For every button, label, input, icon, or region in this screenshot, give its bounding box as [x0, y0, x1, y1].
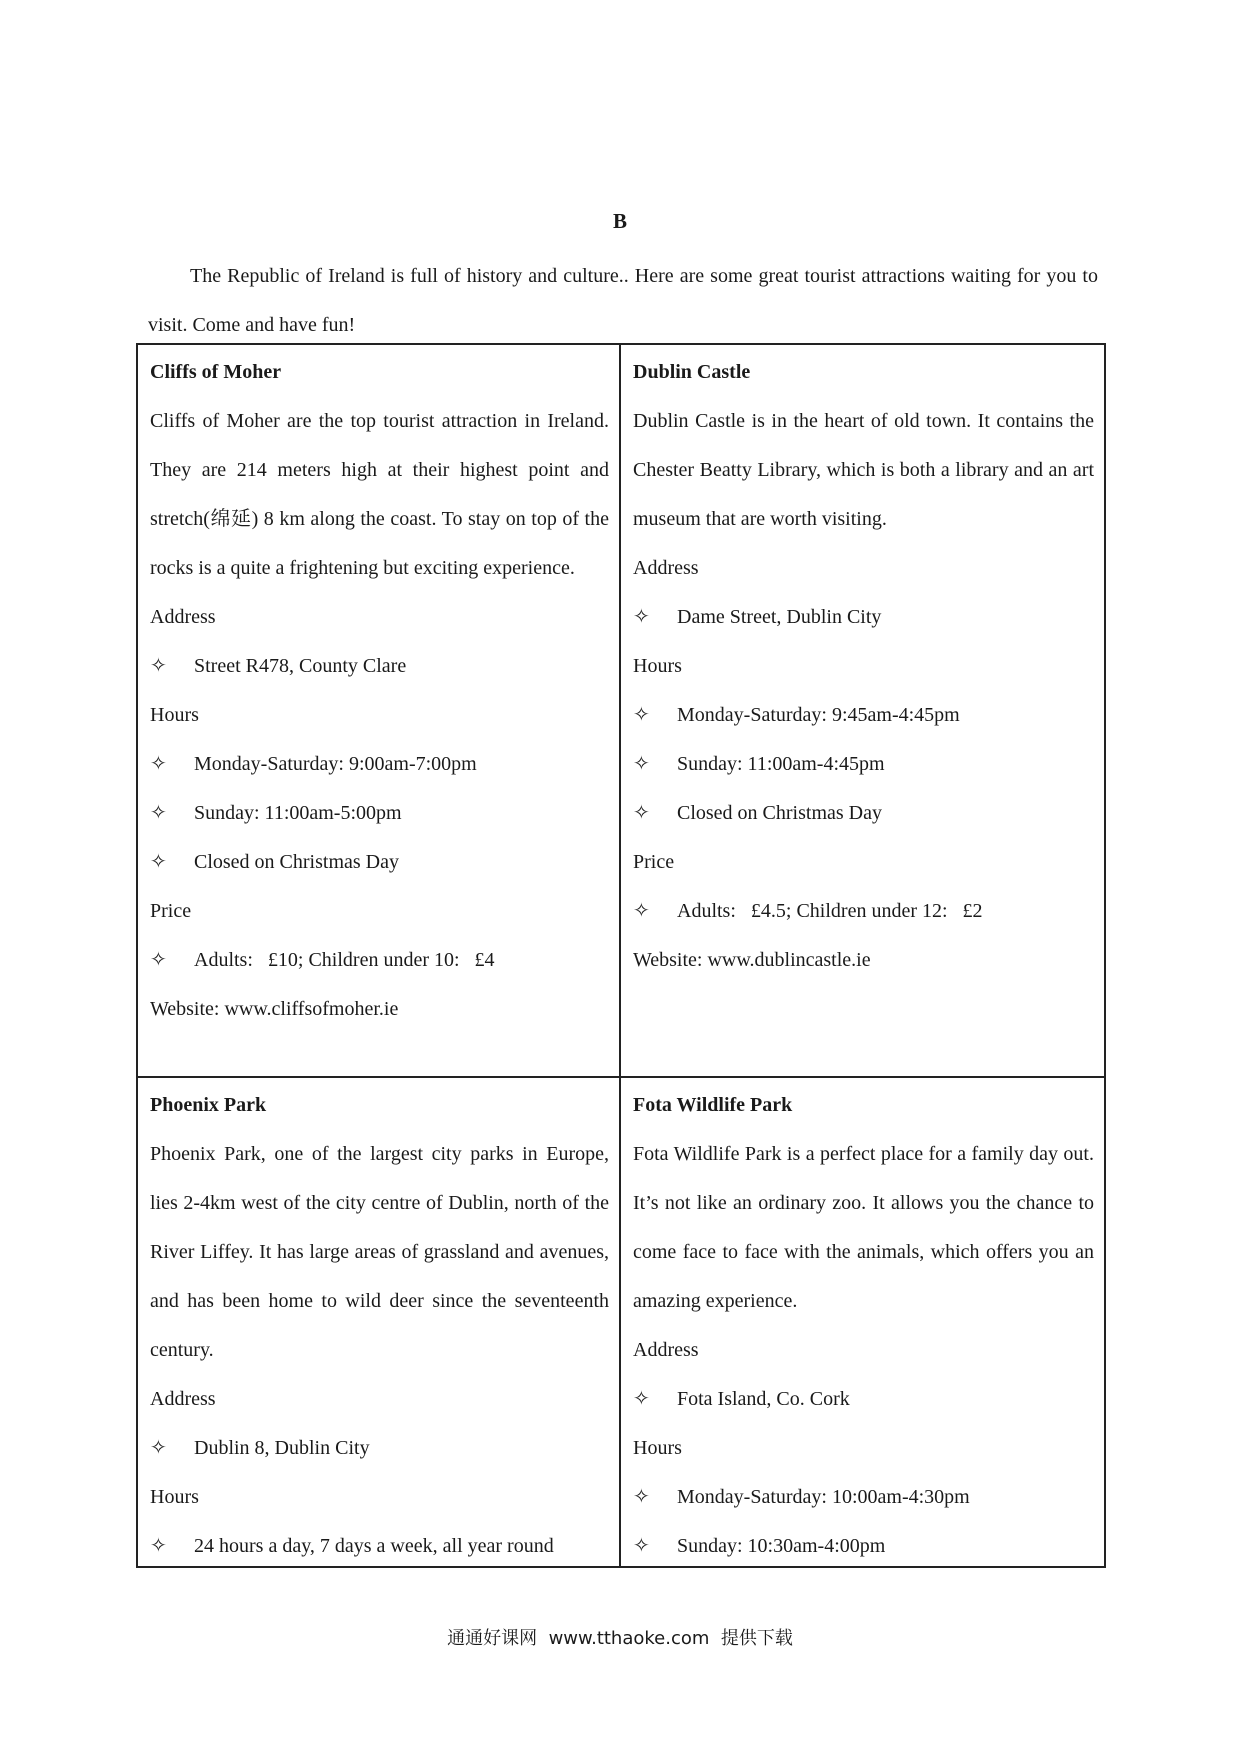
diamond-star-icon: ✧ — [633, 802, 650, 824]
hours-label: Hours — [633, 655, 682, 677]
price-text: Adults: £4.5; Children under 12: £2 — [677, 900, 983, 922]
hours-text: Sunday: 11:00am-5:00pm — [194, 802, 402, 824]
address-label: Address — [150, 1388, 216, 1410]
diamond-star-icon: ✧ — [633, 900, 650, 922]
diamond-star-icon: ✧ — [150, 851, 167, 873]
hours-text: Sunday: 11:00am-4:45pm — [677, 753, 885, 775]
hours-item — [633, 789, 1094, 838]
hours-text: Monday-Saturday: 9:00am-7:00pm — [194, 753, 477, 775]
diamond-star-icon: ✧ — [150, 1535, 167, 1557]
attraction-name: Fota Wildlife Park — [633, 1094, 793, 1116]
hours-text: Monday-Saturday: 10:00am-4:30pm — [677, 1486, 970, 1508]
price-label: Price — [633, 851, 675, 873]
hours-text: Closed on Christmas Day — [194, 851, 399, 873]
address-text: Street R478, County Clare — [194, 655, 407, 677]
diamond-star-icon: ✧ — [150, 655, 167, 677]
attraction-cell-phoenix-park — [138, 1078, 621, 1566]
hours-label: Hours — [150, 1486, 199, 1508]
price-item — [150, 936, 609, 985]
diamond-star-icon: ✧ — [633, 606, 650, 628]
diamond-star-icon: ✧ — [633, 1535, 650, 1557]
price-text: Adults: £10; Children under 10: £4 — [194, 949, 495, 971]
diamond-star-icon: ✧ — [633, 1388, 650, 1410]
address-label: Address — [633, 557, 699, 579]
section-title: B — [612, 209, 627, 233]
hours-label: Hours — [633, 1437, 682, 1459]
diamond-star-icon: ✧ — [150, 802, 167, 824]
hours-item — [150, 740, 609, 789]
attraction-name: Dublin Castle — [633, 361, 751, 383]
attraction-name: Phoenix Park — [150, 1094, 267, 1116]
address-text: Fota Island, Co. Cork — [677, 1388, 850, 1410]
address-label: Address — [150, 606, 216, 628]
hours-text: 24 hours a day, 7 days a week, all year round — [194, 1535, 554, 1557]
hours-item — [633, 1473, 1094, 1522]
attraction-description: Dublin Castle is in the heart of old town. It contains the Chester Beatty Library, which is both a library and an art museum that are worth visiting. — [633, 410, 1094, 530]
hours-text: Closed on Christmas Day — [677, 802, 882, 824]
address-item — [150, 642, 609, 691]
hours-item — [150, 838, 609, 887]
diamond-star-icon: ✧ — [150, 753, 167, 775]
address-item — [633, 593, 1094, 642]
hours-item — [633, 1522, 1094, 1566]
address-text: Dame Street, Dublin City — [677, 606, 882, 628]
address-label: Address — [633, 1339, 699, 1361]
hours-item — [150, 789, 609, 838]
website-text: Website: www.dublincastle.ie — [633, 949, 871, 971]
intro-paragraph: The Republic of Ireland is full of history and culture.. Here are some great tourist attractions waiting for you to visit. Come and have fun! — [148, 265, 1098, 336]
attraction-cell-fota-wildlife-park — [621, 1078, 1104, 1566]
address-item — [633, 1375, 1094, 1424]
diamond-star-icon: ✧ — [150, 1437, 167, 1459]
intro-block — [148, 252, 1098, 350]
address-text: Dublin 8, Dublin City — [194, 1437, 370, 1459]
address-item — [150, 1424, 609, 1473]
diamond-star-icon: ✧ — [633, 753, 650, 775]
attraction-cell-cliffs-of-moher — [138, 345, 621, 1078]
attraction-description: Phoenix Park, one of the largest city parks in Europe, lies 2-4km west of the city centre of Dublin, north of the River Liffey. It has large areas of grassland and avenues, and has been home to wild deer since the seventeenth century. — [150, 1143, 609, 1361]
diamond-star-icon: ✧ — [150, 949, 167, 971]
page-footer: 通通好课网 www.tthaoke.com 提供下载 — [447, 1628, 793, 1649]
diamond-star-icon: ✧ — [633, 1486, 650, 1508]
hours-item — [633, 691, 1094, 740]
diamond-star-icon: ✧ — [633, 704, 650, 726]
attraction-name: Cliffs of Moher — [150, 361, 282, 383]
price-item — [633, 887, 1094, 936]
attractions-table — [136, 343, 1106, 1568]
hours-item — [633, 740, 1094, 789]
attraction-description: Fota Wildlife Park is a perfect place for a family day out. It’s not like an ordinary zoo. It allows you the chance to come face to face with the animals, which offers you an amazing experience. — [633, 1143, 1094, 1312]
hours-item — [150, 1522, 609, 1566]
hours-text: Monday-Saturday: 9:45am-4:45pm — [677, 704, 960, 726]
price-label: Price — [150, 900, 192, 922]
attraction-description: Cliffs of Moher are the top tourist attraction in Ireland. They are 214 meters high at their highest point and stretch(绵延) 8 km along the coast. To stay on top of the rocks is a quite a frightening but exciting experience. — [150, 410, 609, 579]
hours-text: Sunday: 10:30am-4:00pm — [677, 1535, 886, 1557]
attraction-cell-dublin-castle — [621, 345, 1104, 1078]
website-text: Website: www.cliffsofmoher.ie — [150, 998, 399, 1020]
hours-label: Hours — [150, 704, 199, 726]
